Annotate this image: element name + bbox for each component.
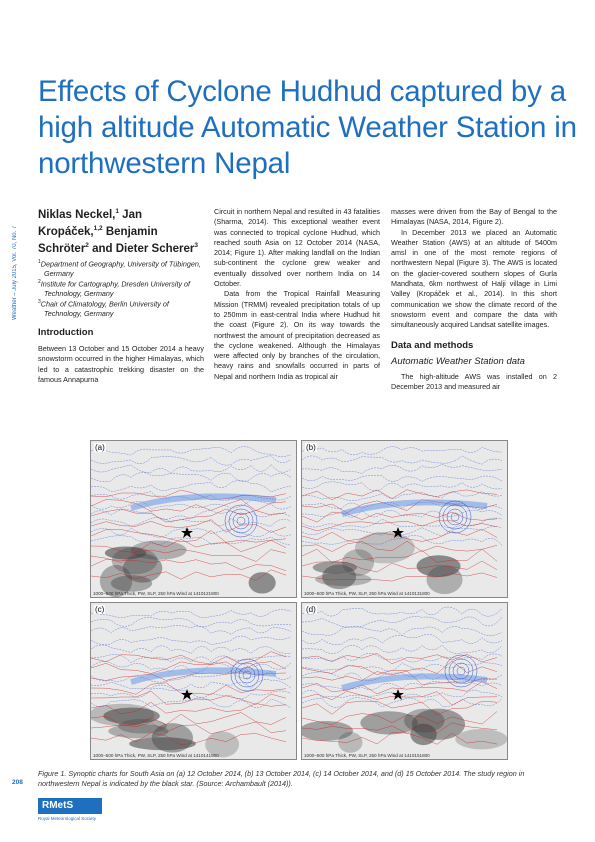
moisture-shading <box>249 572 276 593</box>
body-paragraph: Data from the Tropical Rainfall Measuring Mission (TRMM) revealed precipitation totals of up to 250mm in east-central India where Hudhud hit the coast (Figure 2). On its way towards the northwest the amount of precipitation decreased as the cyclone weakened. Although the Himalayas were affected only by branches of the circulation, heavy rains and snowfalls occurred in parts of Nepal and northern India as tropical air <box>214 289 380 381</box>
moisture-shading <box>338 732 362 753</box>
panel-caption: 1000–500 hPa Thick, PW, SLP, 250 hPa Wind at 1410151800 <box>304 753 430 758</box>
moisture-shading <box>129 737 196 750</box>
author-list <box>38 205 204 255</box>
author-name: Jan Kropáček, <box>38 208 142 238</box>
page-number: 208 <box>12 779 23 786</box>
body-paragraph: In December 2013 we placed an Automatic Weather Station (AWS) at an altitude of 5400m amsl in one of the most remote regions of northwestern Nepal (Figure 3). The AWS is located on the glacier-covered southern slopes of Gurla Mandhata, 6km northwest of Halji village in Limi Valley (Kropáček et al., 2014). In this short communication we show the climate record of the snowstorm event and compare the data with simultaneously acquired Landsat satellite images. <box>391 227 557 330</box>
affiliation-text: Department of Geography, University of Tübingen, Germany <box>40 259 201 279</box>
affiliation-text: Chair of Climatology, Berlin University of Technology, Germany <box>40 299 169 318</box>
moisture-shading <box>118 719 167 734</box>
column-3 <box>391 207 557 393</box>
affiliation-number: 2 <box>38 279 41 286</box>
column-1 <box>38 205 204 385</box>
figure-1 <box>90 440 508 758</box>
panel-label: (c) <box>95 605 105 614</box>
body-paragraph: The high-altitude AWS was installed on 2 December 2013 and measured air <box>391 372 557 392</box>
section-heading-data-methods: Data and methods <box>391 339 474 351</box>
affiliation <box>38 278 204 298</box>
article-title: Effects of Cyclone Hudhud captured by a high altitude Automatic Weather Station in northwestern Nepal <box>38 75 577 180</box>
panel-caption: 1000–500 hPa Thick, PW, SLP, 250 hPa Wind at 1410121800 <box>93 591 219 596</box>
synoptic-chart-panel <box>90 602 297 760</box>
section-heading-introduction: Introduction <box>38 326 94 338</box>
synoptic-chart-panel <box>301 602 508 760</box>
synoptic-map <box>91 441 296 597</box>
logo-tagline: Royal Meteorological Society <box>38 816 97 821</box>
author-affil: 1 <box>115 208 119 215</box>
body-paragraph: Between 13 October and 15 October 2014 a heavy snowstorm occurred in the higher Himalayas, which led to a catastrophic trekking disaster on the famous Annapurna <box>38 344 204 385</box>
moisture-shading <box>105 546 147 559</box>
synoptic-map <box>91 603 296 759</box>
synoptic-map <box>302 603 507 759</box>
moisture-shading <box>455 729 507 749</box>
affiliation-number: 1 <box>38 259 41 266</box>
synoptic-chart-panel <box>301 440 508 598</box>
affiliation <box>38 258 204 278</box>
column-2 <box>214 207 380 382</box>
author-affil: 2 <box>85 241 89 249</box>
logo-wordmark: RMetS <box>38 798 102 814</box>
synoptic-chart-panel <box>90 440 297 598</box>
author-name: and Dieter Scherer <box>88 242 195 255</box>
affiliation-number: 3 <box>38 299 41 306</box>
panel-caption: 1000–500 hPa Thick, PW, SLP, 250 hPa Wind at 1410141800 <box>93 753 219 758</box>
body-paragraph: Circuit in northern Nepal and resulted in 43 fatalities (Sharma, 2014). This exceptional weather event was connected to tropical cyclone Hudhud, which reached south Asia on 12 October 2014 (NASA, 2014; Figure 1). After making landfall on the Indian sub-continent the cyclone grew weaker and eventually dissolved over northern India on 14 October. <box>214 207 380 289</box>
panel-label: (b) <box>306 443 316 452</box>
figure-caption: Figure 1. Synoptic charts for South Asia on (a) 12 October 2014, (b) 13 October 2014, (c) 14 October 2014, and (d) 15 October 2014. The study region in northwestern Nepal is indicated by the black star. (Source: Archambault (2014)). <box>38 769 525 788</box>
rmets-logo <box>38 798 110 826</box>
moisture-shading <box>412 709 465 740</box>
subsection-heading-aws: Automatic Weather Station data <box>391 355 525 367</box>
panel-caption: 1000–500 hPa Thick, PW, SLP, 250 hPa Wind at 1410131800 <box>304 591 430 596</box>
moisture-shading <box>313 561 357 573</box>
affiliation <box>38 298 204 318</box>
body-paragraph: masses were driven from the Bay of Bengal to the Himalayas (NASA, 2014, Figure 2). <box>391 207 557 227</box>
affiliation-text: Institute for Cartography, Dresden University of Technology, Germany <box>40 279 191 298</box>
synoptic-map <box>302 441 507 597</box>
author-affil: 3 <box>194 241 199 249</box>
panel-label: (a) <box>95 443 105 452</box>
author-affil: 1,2 <box>93 224 103 232</box>
journal-citation: Weather – July 2015, Vol. 70, No. 7 <box>12 225 18 320</box>
author-name: Benjamin Schröter <box>38 225 158 255</box>
author-name: Niklas Neckel, <box>38 208 116 221</box>
panel-label: (d) <box>306 605 316 614</box>
